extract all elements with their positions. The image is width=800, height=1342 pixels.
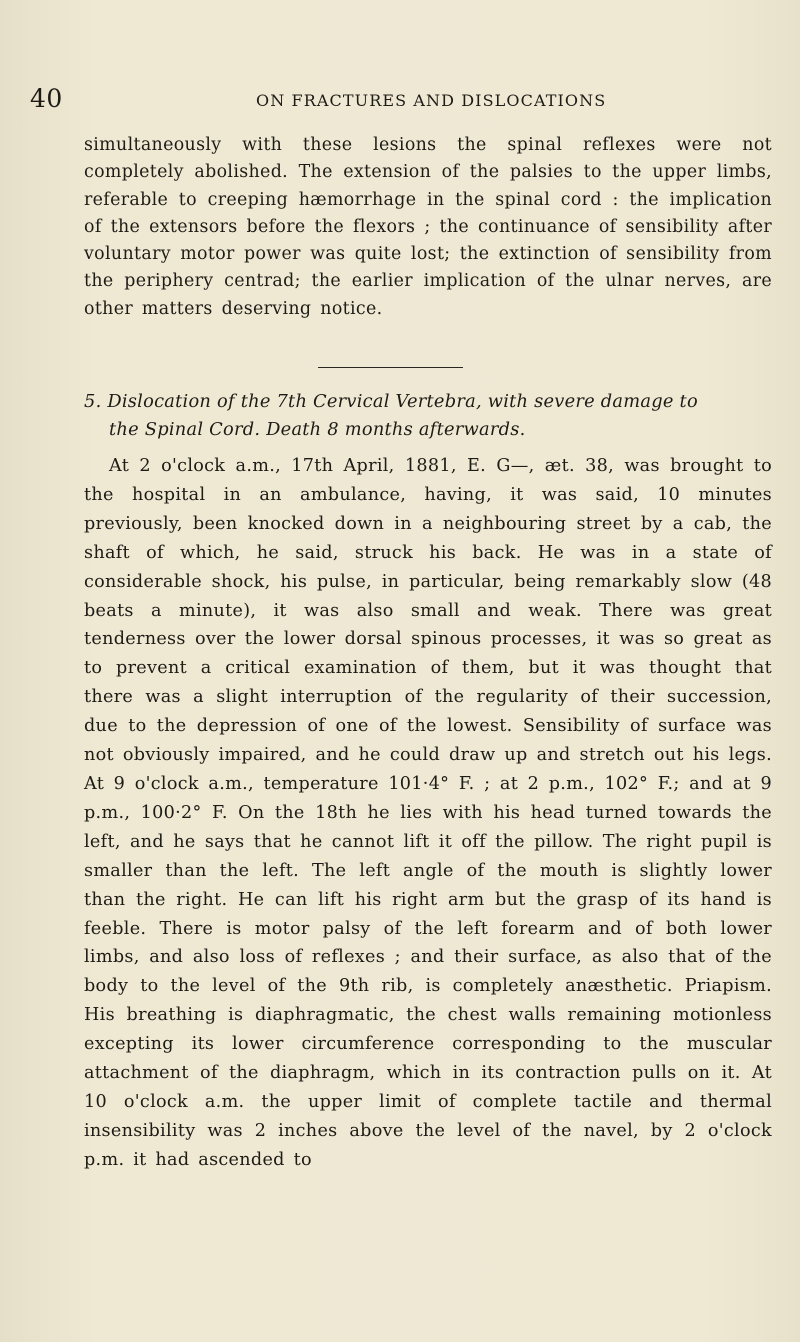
page-number: 40 [30, 84, 63, 113]
case-heading-line-2: the Spinal Cord. Death 8 months afterwards. [109, 419, 526, 440]
case-report-paragraph: At 2 o'clock a.m., 17th April, 1881, E. G—, æt. 38, was brought to the hospital in an ambulance, having, it was said, 10 minutes previously, been knocked down in a neighbouring street by a cab, the shaft of which, he said, struck his back. He was in a state of considerable shock, his pulse, in particular, being remarkably slow (48 beats a minute), it was also small and weak. There was great tenderness over the lower dorsal spinous processes, it was so great as to prevent a critical examination of them, but it was thought that there was a slight interruption of the regularity of their succession, due to the depression of one of the lowest. Sensibility of surface was not obviously impaired, and he could draw up and stretch out his legs. At 9 o'clock a.m., temperature 101·4° F. ; at 2 p.m., 102° F.; and at 9 p.m., 100·2° F. On the 18th he lies with his head turned towards the left, and he says that he cannot lift it off the pillow. The right pupil is smaller than the left. The left angle of the mouth is slightly lower than the right. He can lift his right arm but the grasp of its hand is feeble. There is motor palsy of the left forearm and of both lower limbs, and also loss of reflexes ; and their surface, as also that of the body to the level of the 9th rib, is completely anæsthetic. Priapism. His breathing is diaphragmatic, the chest walls remaining motionless excepting its lower circumference corresponding to the muscular attachment of the diaphragm, which in its contraction pulls on it. At 10 o'clock a.m. the upper limit of complete tactile and thermal insensibility was 2 inches above the level of the navel, by 2 o'clock p.m. it had ascended to [84, 456, 772, 1170]
case-heading-line-1: 5. Dislocation of the 7th Cervical Vertebra, with severe damage to [84, 391, 698, 412]
section-divider [318, 367, 463, 368]
page-header [0, 84, 800, 118]
case-heading [84, 388, 772, 444]
running-title: ON FRACTURES AND DISLOCATIONS [256, 91, 607, 110]
continued-paragraph: simultaneously with these lesions the spinal reflexes were not completely abolished. The extension of the palsies to the upper limbs, referable to creeping hæmorrhage in the spinal cord : the implication of the extensors before the flexors ; the continuance of sensibility after voluntary motor power was quite lost; the extinction of sensibility from the periphery centrad; the earlier implication of the ulnar nerves, are other matters deserving notice. [84, 135, 772, 319]
